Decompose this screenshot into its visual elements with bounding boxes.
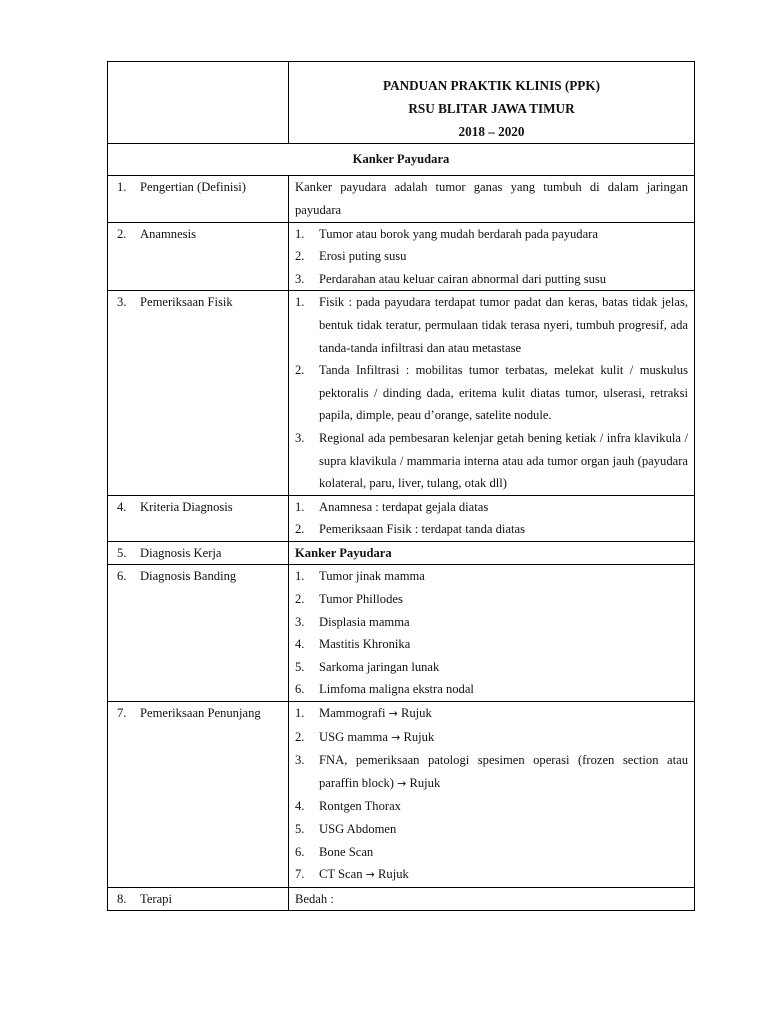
row-kriteria-diagnosis — [108, 495, 695, 541]
arrow-right-icon: → — [391, 730, 401, 744]
list-item: 2. USG mamma → Rujuk — [295, 729, 435, 744]
row-number: 5. — [117, 545, 127, 560]
list-item: 1. Tumor atau borok yang mudah berdarah pada payudara — [295, 226, 598, 241]
row-label: Diagnosis Banding — [140, 569, 237, 584]
item-list — [295, 496, 688, 541]
header-line-3: 2018 – 2020 — [458, 123, 525, 139]
row-pemeriksaan-penunjang — [108, 702, 695, 888]
arrow-right-icon: → — [397, 776, 407, 790]
list-item: 1. Tumor jinak mamma — [295, 569, 425, 584]
refer-label: Rujuk — [409, 775, 441, 790]
row-label: Pemeriksaan Fisik — [140, 295, 233, 310]
row-label: Anamnesis — [140, 226, 196, 241]
list-item: 5. Sarkoma jaringan lunak — [295, 659, 440, 674]
row-number: 1. — [117, 180, 127, 195]
row-number: 8. — [117, 891, 127, 906]
row-definisi — [108, 176, 695, 222]
header-line-2: RSU BLITAR JAWA TIMUR — [408, 100, 575, 116]
list-item: 2. Erosi puting susu — [295, 249, 407, 264]
list-item: 3. Regional ada pembesaran kelenjar getah bening ketiak / infra klavikula / supra klavikula / mammaria interna atau ada tumor organ jauh (payudara kolateral, paru, liver, tulang, otak dll) — [295, 430, 688, 491]
row-diagnosis-kerja — [108, 541, 695, 565]
list-item: 2. Pemeriksaan Fisik : terdapat tanda diatas — [295, 522, 525, 537]
list-item: 4. Mastitis Khronika — [295, 637, 411, 652]
item-list — [295, 702, 688, 887]
ppk-table — [107, 61, 695, 911]
row-number: 2. — [117, 226, 127, 241]
row-label: Diagnosis Kerja — [140, 545, 222, 560]
row-text: Kanker payudara adalah tumor ganas yang tumbuh di dalam jaringan payudara — [295, 180, 688, 217]
list-item: 6. Limfoma maligna ekstra nodal — [295, 682, 474, 697]
item-list — [295, 291, 688, 494]
list-item: 4. Rontgen Thorax — [295, 799, 401, 814]
row-number: 6. — [117, 569, 127, 584]
row-terapi — [108, 887, 695, 911]
list-item: 1. Anamnesa : terdapat gejala diatas — [295, 499, 489, 514]
title-row — [108, 144, 695, 176]
list-item: 3. FNA, pemeriksaan patologi spesimen operasi (frozen section atau paraffin block) → Rujuk — [295, 753, 688, 790]
row-diagnosis-banding — [108, 565, 695, 702]
arrow-right-icon: → — [365, 868, 375, 882]
refer-label: Rujuk — [403, 729, 435, 744]
row-text: Kanker Payudara — [295, 545, 392, 560]
list-item: 7. CT Scan → Rujuk — [295, 867, 409, 882]
list-item: 3. Perdarahan atau keluar cairan abnormal dari putting susu — [295, 271, 607, 286]
header-logo-cell — [108, 62, 289, 144]
item-list — [295, 223, 688, 291]
list-item: 5. USG Abdomen — [295, 822, 397, 837]
list-item: 6. Bone Scan — [295, 844, 374, 859]
row-number: 3. — [117, 295, 127, 310]
row-label: Kriteria Diagnosis — [140, 499, 233, 514]
list-item: 1. Fisik : pada payudara terdapat tumor padat dan keras, batas tidak jelas, bentuk tidak teratur, permulaan tidak terasa nyeri, tumbuh progresif, ada tanda-tanda infiltrasi dan atau metastase — [295, 295, 688, 355]
list-item: 2. Tanda Infiltrasi : mobilitas tumor terbatas, melekat kulit / muskulus pektoralis / dinding dada, eritema kulit diatas tumor, ulserasi, retraksi papila, dimple, peau d’orange, satelite nodule. — [295, 363, 688, 423]
document-title: Kanker Payudara — [108, 144, 695, 176]
row-label: Pengertian (Definisi) — [140, 180, 246, 195]
item-list — [295, 565, 688, 701]
header-title-cell — [289, 62, 695, 144]
header-row — [108, 62, 695, 144]
row-text: Bedah : — [295, 891, 334, 906]
row-pemeriksaan-fisik — [108, 291, 695, 495]
arrow-right-icon: → — [388, 707, 398, 721]
list-item: 3. Displasia mamma — [295, 614, 410, 629]
row-number: 4. — [117, 499, 127, 514]
list-item: 2. Tumor Phillodes — [295, 592, 403, 607]
row-label: Pemeriksaan Penunjang — [140, 706, 261, 721]
row-label: Terapi — [140, 891, 172, 906]
refer-label: Rujuk — [400, 706, 432, 721]
row-number: 7. — [117, 706, 127, 721]
row-anamnesis — [108, 222, 695, 291]
header-line-1: PANDUAN PRAKTIK KLINIS (PPK) — [383, 78, 600, 93]
refer-label: Rujuk — [378, 867, 409, 882]
list-item: 1. Mammografi → Rujuk — [295, 706, 432, 721]
